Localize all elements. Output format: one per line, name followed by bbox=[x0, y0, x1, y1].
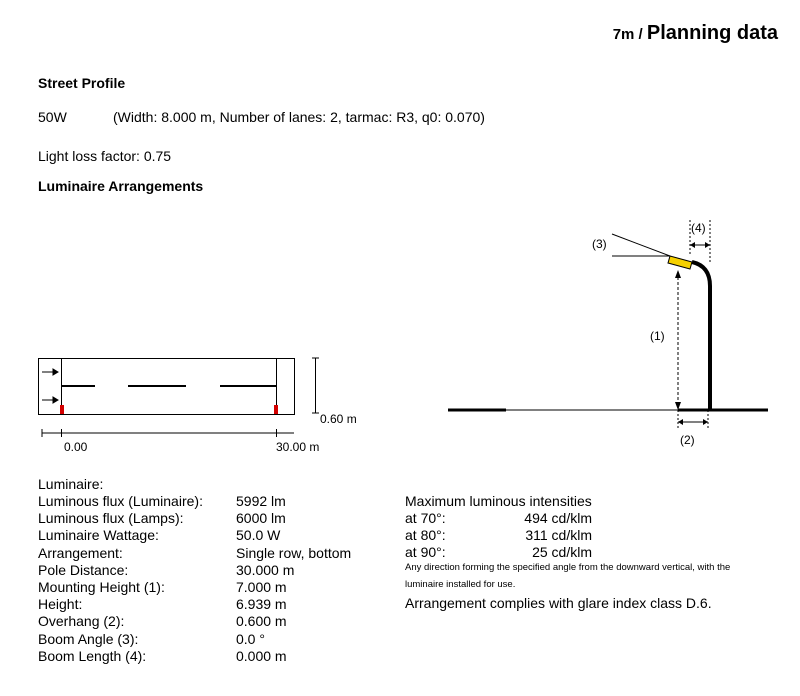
light-loss-factor: Light loss factor: 0.75 bbox=[38, 148, 172, 164]
overhang-arrow-left bbox=[678, 419, 683, 425]
intensity-angle: at 70°: bbox=[405, 510, 446, 526]
intensity-note-line2: luminaire installed for use. bbox=[405, 579, 516, 590]
start-label: 0.00 bbox=[64, 440, 88, 454]
luminaire bbox=[668, 256, 692, 269]
arrangements-heading: Luminaire Arrangements bbox=[38, 178, 204, 194]
luminaire-specs-heading: Luminaire: bbox=[38, 476, 104, 492]
spec-label: Boom Angle (3): bbox=[38, 630, 139, 647]
luminaire-specs-labels bbox=[38, 493, 203, 665]
spec-label: Mounting Height (1): bbox=[38, 579, 165, 596]
spec-value: 0.000 m bbox=[236, 647, 287, 664]
label-3: (3) bbox=[592, 237, 607, 251]
pole bbox=[692, 262, 710, 410]
label-2: (2) bbox=[680, 433, 695, 447]
label-1: (1) bbox=[650, 329, 665, 343]
spec-label: Overhang (2): bbox=[38, 613, 125, 630]
spec-value: 0.600 m bbox=[236, 613, 287, 630]
spec-label: Luminous flux (Luminaire): bbox=[38, 493, 203, 509]
intensity-value: 25 cd/klm bbox=[532, 544, 592, 561]
title-main: Planning data bbox=[646, 22, 778, 44]
spec-label: Height: bbox=[38, 596, 83, 613]
distance-dimension bbox=[42, 429, 294, 437]
boom-length-arrow-left bbox=[690, 242, 695, 248]
road-plan-diagram bbox=[0, 0, 400, 470]
spec-label: Boom Length (4): bbox=[38, 647, 147, 664]
page-title bbox=[613, 22, 778, 45]
mounting-height-arrow-top bbox=[675, 270, 681, 278]
spec-value: 50.0 W bbox=[236, 527, 281, 544]
offset-label: 0.60 m bbox=[320, 412, 357, 426]
direction-arrows bbox=[42, 369, 58, 403]
spec-value: 6.939 m bbox=[236, 596, 287, 613]
spec-label: Luminaire Wattage: bbox=[38, 527, 159, 544]
street-profile-heading: Street Profile bbox=[38, 75, 126, 91]
boom-length-arrow-right bbox=[705, 242, 710, 248]
intensity-note-line1: Any direction forming the specified angle from the downward vertical, with the bbox=[405, 562, 731, 573]
title-prefix: 7m / bbox=[612, 26, 647, 43]
label-4: (4) bbox=[691, 221, 706, 235]
spec-value: Single row, bottom bbox=[236, 544, 352, 561]
intensity-angles bbox=[405, 510, 446, 562]
spec-value: 5992 lm bbox=[236, 493, 286, 509]
overhang-arrow-right bbox=[703, 419, 708, 425]
spec-label: Pole Distance: bbox=[38, 561, 129, 578]
spec-value: 30.000 m bbox=[236, 561, 295, 578]
spec-value: 7.000 m bbox=[236, 579, 287, 596]
intensity-value: 311 cd/klm bbox=[525, 527, 592, 544]
intensity-values bbox=[490, 510, 592, 562]
pole-marker-end bbox=[274, 405, 278, 414]
street-profile-power: 50W bbox=[38, 109, 67, 125]
street-profile-params: (Width: 8.000 m, Number of lanes: 2, tarmac: R3, q0: 0.070) bbox=[113, 109, 485, 125]
intensity-angle: at 80°: bbox=[405, 527, 446, 544]
intensities-heading: Maximum luminous intensities bbox=[405, 493, 592, 509]
intensity-angle: at 90°: bbox=[405, 544, 446, 561]
end-label: 30.00 m bbox=[276, 440, 320, 454]
spec-value: 0.0 ° bbox=[236, 630, 265, 647]
boom-angle-line bbox=[612, 234, 670, 256]
glare-compliance: Arrangement complies with glare index class D.6. bbox=[405, 595, 712, 611]
offset-dimension bbox=[312, 358, 319, 413]
luminaire-specs-values bbox=[236, 493, 351, 665]
spec-value: 6000 lm bbox=[236, 510, 286, 527]
spec-label: Luminous flux (Lamps): bbox=[38, 510, 184, 527]
pole-section-diagram bbox=[400, 200, 800, 460]
intensity-value: 494 cd/klm bbox=[524, 510, 592, 526]
pole-marker-start bbox=[60, 405, 64, 414]
spec-label: Arrangement: bbox=[38, 544, 123, 561]
